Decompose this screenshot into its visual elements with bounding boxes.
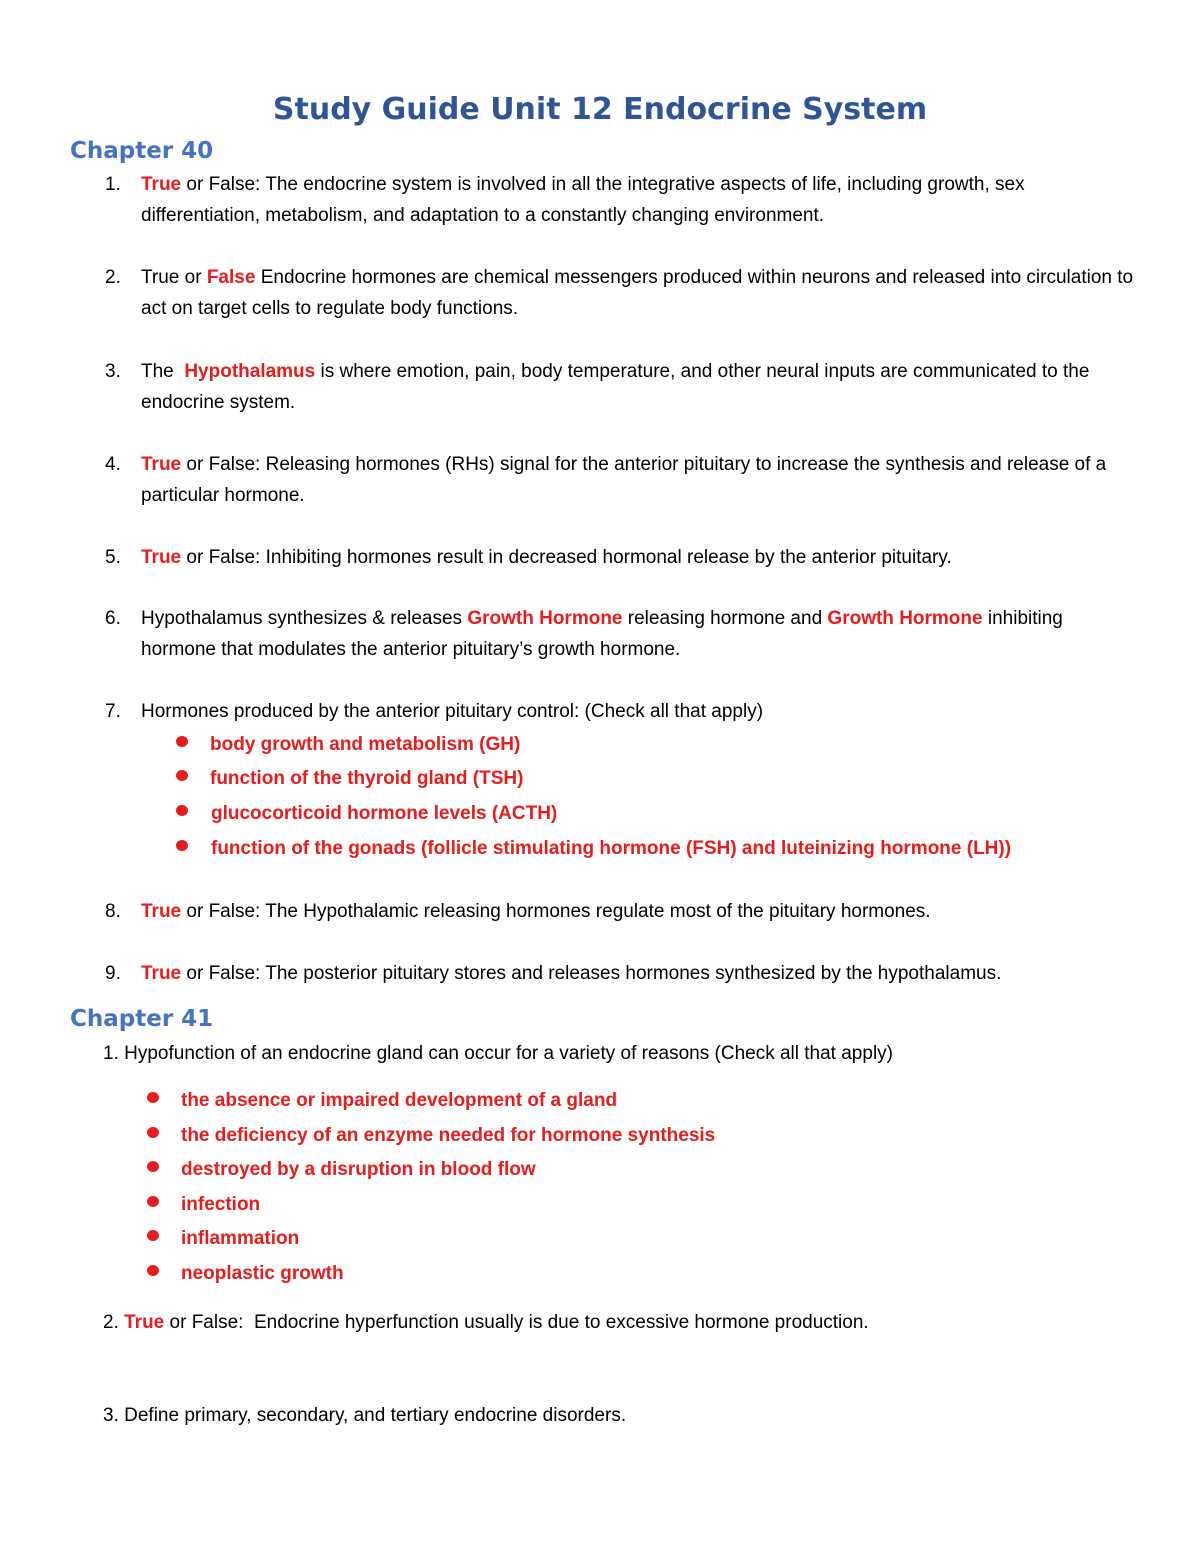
bullet-icon [147,1265,159,1276]
question-text: Endocrine hormones are chemical messengers produced within neurons and released into circulation to act on target cells to regulate body functions. [141,267,1134,319]
question-text: or False: Endocrine hyperfunction usually is due to excessive hormone production. [164,1312,869,1333]
bullet-icon [147,1127,159,1138]
bullet-icon [147,1230,159,1241]
question-text: or False: Releasing hormones (RHs) signal for the anterior pituitary to increase the synthesis and release of a particular hormone. [141,454,1107,506]
question-number: 9. [105,963,121,984]
bullet-icon [176,840,188,851]
question-number: 4. [105,454,121,475]
answer-list-item: the absence or impaired development of a gland [181,1090,618,1111]
bullet-icon [147,1196,159,1207]
answer-list-item: inflammation [181,1228,300,1249]
question-text: is where emotion, pain, body temperature, and other neural inputs are communicated to the endocrine system. [141,361,1090,413]
question-7 [105,696,1135,727]
question-number: 2. [105,267,121,288]
question-1 [105,169,1135,231]
answer-list-item: body growth and metabolism (GH) [210,734,521,755]
answer: True [141,174,182,195]
answer-list-item: infection [181,1194,261,1215]
bullet-icon [147,1092,159,1103]
bullet-icon [176,736,188,747]
answer: Hypothalamus [184,361,316,382]
question-text: or False: Inhibiting hormones result in decreased hormonal release by the anterior pituitary. [181,547,952,568]
chapter-41-heading: Chapter 41 [70,1006,214,1032]
answer-list-item: function of the gonads (follicle stimulating hormone (FSH) and luteinizing hormone (LH)) [211,838,1012,859]
answer-list-item: neoplastic growth [181,1263,344,1284]
question-text: or False: The endocrine system is involved in all the integrative aspects of life, including growth, sex differentiation, metabolism, and adaptation to a constantly changing environment. [141,174,1025,226]
question-number: 8. [105,901,121,922]
question-number: 5. [105,547,121,568]
question-9 [105,958,1135,989]
bullet-icon [176,805,188,816]
answer: True [141,901,182,922]
answer: True [141,963,182,984]
question-text: or False: The posterior pituitary stores and releases hormones synthesized by the hypothalamus. [181,963,1002,984]
page-title: Study Guide Unit 12 Endocrine System [272,92,928,127]
answer-list-item: destroyed by a disruption in blood flow [181,1159,536,1180]
question-text: Hypothalamus synthesizes & releases [141,608,468,629]
question-2 [105,262,1135,324]
question-number: 3. [105,361,121,382]
question-number: 1. [105,174,121,195]
question-text: True or [141,267,207,288]
answer-list-item: glucocorticoid hormone levels (ACTH) [211,803,558,824]
question-3 [105,356,1135,418]
answer: True [141,454,182,475]
answer: True [141,547,182,568]
question-8 [105,896,1135,927]
ch41-question-2 [103,1307,1133,1338]
question-text: or False: The Hypothalamic releasing hormones regulate most of the pituitary hormones. [181,901,931,922]
chapter-40-heading: Chapter 40 [70,138,214,164]
answer-list-item: the deficiency of an enzyme needed for hormone synthesis [181,1125,716,1146]
answer: False [206,267,256,288]
question-number: 6. [105,608,121,629]
ch41-question-3: 3. Define primary, secondary, and tertiary endocrine disorders. [103,1405,627,1426]
bullet-icon [147,1161,159,1172]
question-text: inhibiting hormone that modulates the anterior pituitary’s growth hormone. [141,608,1063,660]
answer: Growth Hormone [827,608,983,629]
question-5 [105,542,1135,573]
answer-list-item: function of the thyroid gland (TSH) [210,768,524,789]
question-number: 2. [103,1312,125,1333]
question-text: releasing hormone and [622,608,828,629]
question-number: 7. [105,701,121,722]
bullet-icon [176,770,188,781]
question-text: The [141,361,185,382]
question-6 [105,603,1135,665]
answer: Growth Hormone [467,608,623,629]
ch41-question-1: 1. Hypofunction of an endocrine gland can occur for a variety of reasons (Check all that apply) [103,1043,893,1064]
answer: True [124,1312,165,1333]
question-text: Hormones produced by the anterior pituitary control: (Check all that apply) [141,701,764,722]
question-4 [105,449,1135,511]
